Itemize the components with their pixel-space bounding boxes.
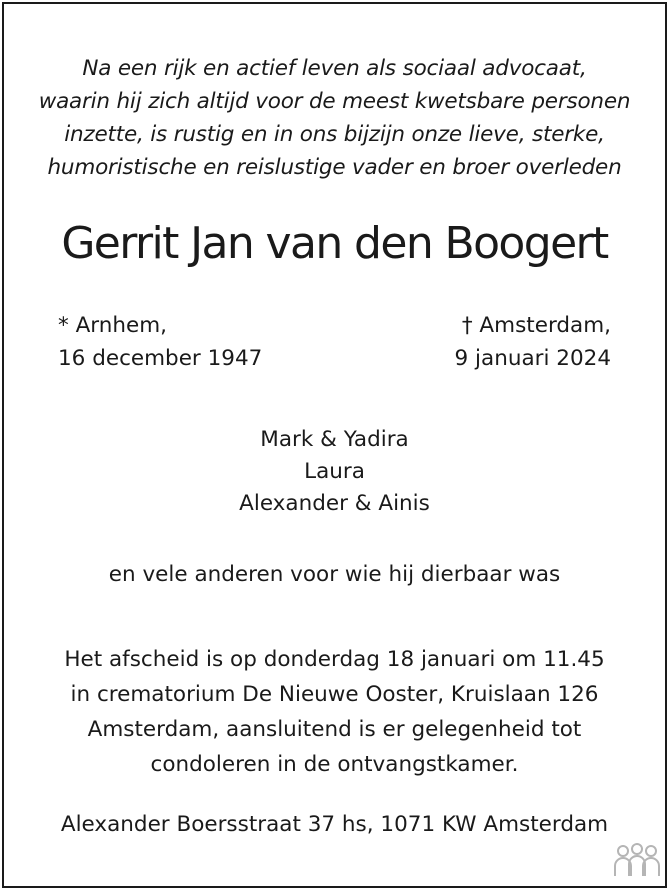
intro-line: waarin hij zich altijd voor de meest kwetsbare personen [38, 89, 631, 114]
death-place: † Amsterdam, [461, 313, 611, 338]
people-group-icon [611, 842, 663, 880]
family-list [0, 424, 669, 520]
farewell-line: Amsterdam, aansluitend is er gelegenheid tot [87, 717, 582, 742]
intro-line: humoristische en reislustige vader en broer overleden [47, 155, 622, 180]
birth-date: 16 december 1947 [58, 346, 263, 371]
family-member: Alexander & Ainis [239, 491, 430, 516]
farewell-line: condoleren in de ontvangstkamer. [150, 752, 519, 777]
farewell-line: Het afscheid is op donderdag 18 januari om 11.45 [64, 647, 605, 672]
intro-line: Na een rijk en actief leven als sociaal advocaat, [82, 56, 587, 81]
birth-place: * Arnhem, [58, 313, 168, 338]
farewell-info [0, 642, 669, 782]
death-date: 9 januari 2024 [454, 346, 611, 371]
address: Alexander Boersstraat 37 hs, 1071 KW Amsterdam [60, 812, 609, 837]
death-info [455, 309, 611, 375]
farewell-line: in crematorium De Nieuwe Ooster, Kruislaan 126 [70, 682, 599, 707]
family-member: Laura [304, 459, 365, 484]
family-member: Mark & Yadira [260, 427, 409, 452]
intro-line: inzette, is rustig en in ons bijzijn onze lieve, sterke, [64, 122, 605, 147]
deceased-name: Gerrit Jan van den Boogert [61, 218, 608, 269]
others-line: en vele anderen voor wie hij dierbaar was [108, 562, 561, 587]
intro-text [0, 52, 669, 184]
birth-info [58, 309, 262, 375]
